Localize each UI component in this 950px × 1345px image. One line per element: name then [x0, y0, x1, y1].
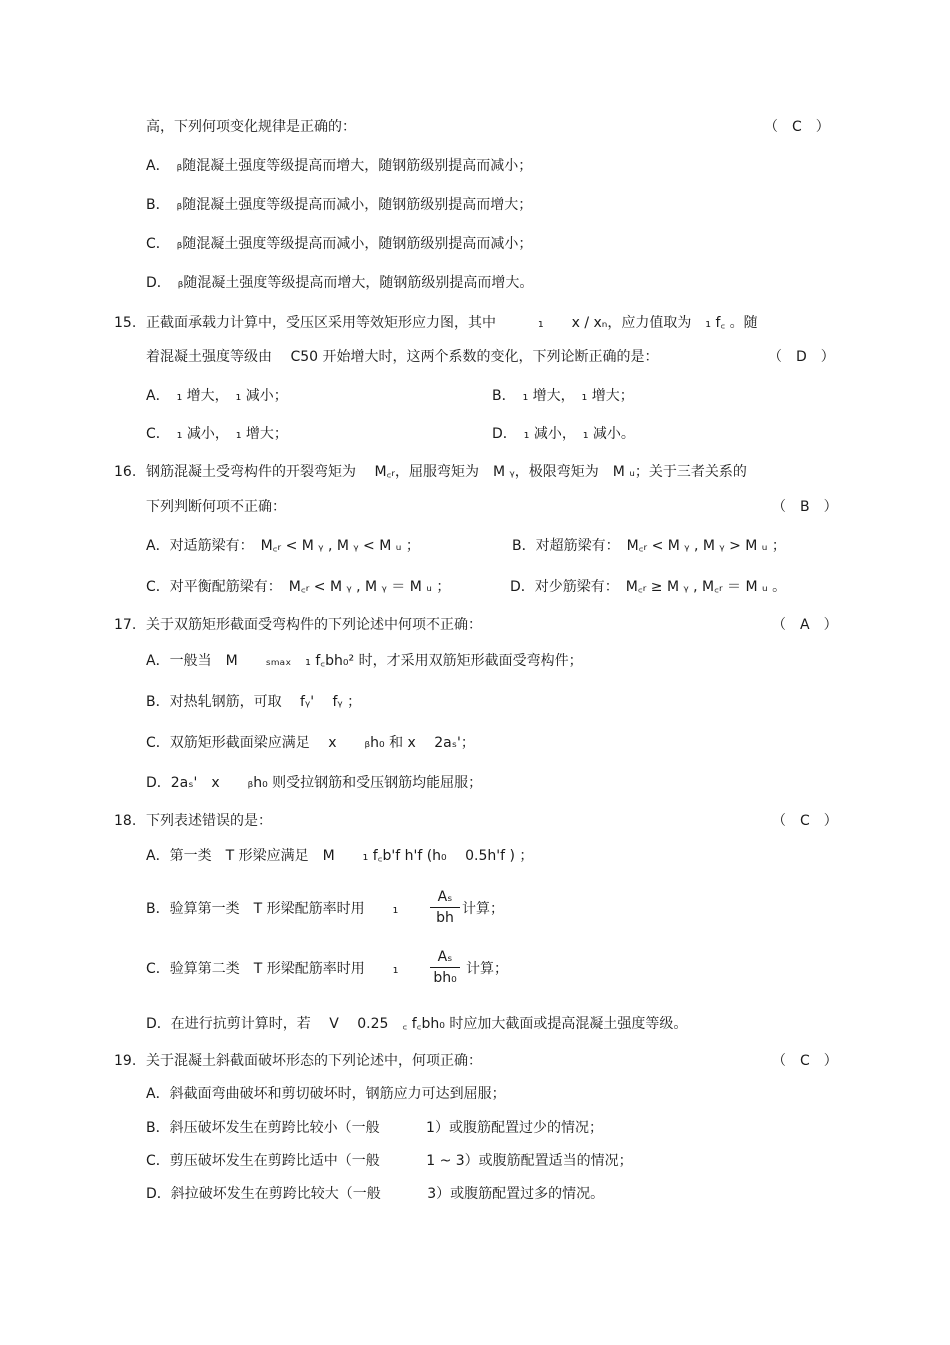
q18-option-c-fraction [430, 949, 460, 986]
q18-option-a: A．第一类 T 形梁应满足 M ₁ f꜀b'f h'f (h₀ 0.5h'f ) ； [146, 848, 534, 864]
q18-answer: （ C ） [772, 813, 838, 829]
q14-option-b: B． ᵦ随混凝土强度等级提高而减小，随钢筋级别提高而增大； [146, 197, 533, 213]
q18-line1: 下列表述错误的是： [146, 813, 272, 829]
q14-answer: （ C ） [764, 119, 830, 135]
q17-line1: 关于双筋矩形截面受弯构件的下列论述中何项不正确： [146, 617, 482, 633]
q17-option-c: C．双筋矩形截面梁应满足 x ᵦh₀ 和 x 2aₛ'； [146, 735, 475, 751]
q16-option-b: B．对超筋梁有： M꜀ᵣ < M ᵧ , M ᵧ > M ᵤ ； [512, 538, 786, 554]
q14-option-d: D． ᵦ随混凝土强度等级提高而增大，随钢筋级别提高而增大。 [146, 275, 534, 291]
q15-option-b: B． ₁ 增大， ₁ 增大； [492, 388, 634, 404]
fraction-bar [430, 907, 460, 908]
q15-option-d: D． ₁ 减小， ₁ 减小。 [492, 426, 635, 442]
q18-option-c-suffix: 计算； [466, 961, 508, 977]
q17-number: 17. [114, 617, 137, 633]
q15-option-a: A． ₁ 增大， ₁ 减小； [146, 388, 288, 404]
q15-number: 15. [114, 315, 137, 331]
q18-option-b-prefix: B．验算第一类 T 形梁配筋率时用 ₁ [146, 901, 399, 917]
q19-option-c: C．剪压破坏发生在剪跨比适中（一般 1 ~ 3）或腹筋配置适当的情况； [146, 1153, 633, 1169]
q16-option-a: A．对适筋梁有： M꜀ᵣ < M ᵧ , M ᵧ < M ᵤ ； [146, 538, 420, 554]
q19-number: 19. [114, 1053, 137, 1069]
q15-answer: （ D ） [768, 349, 835, 365]
q15-option-c: C． ₁ 减小， ₁ 增大； [146, 426, 288, 442]
q18-option-b-suffix: 计算； [462, 901, 504, 917]
q19-option-d: D．斜拉破坏发生在剪跨比较大（一般 3）或腹筋配置过多的情况。 [146, 1186, 605, 1202]
q15-line2: 着混凝土强度等级由 C50 开始增大时，这两个系数的变化，下列论断正确的是： [146, 349, 659, 365]
q19-answer: （ C ） [772, 1053, 838, 1069]
q18-option-b-fraction [430, 889, 460, 926]
q15-line1: 正截面承载力计算中，受压区采用等效矩形应力图，其中 ₁ x / xₙ，应力值取为 ₁ f꜀ 。随 [146, 315, 758, 331]
q19-line1: 关于混凝土斜截面破坏形态的下列论述中，何项正确： [146, 1053, 482, 1069]
q16-option-c: C．对平衡配筋梁有： M꜀ᵣ < M ᵧ , M ᵧ ＝ M ᵤ ； [146, 579, 451, 595]
q16-number: 16. [114, 464, 137, 480]
q19-option-b: B．斜压破坏发生在剪跨比较小（一般 1）或腹筋配置过少的情况； [146, 1120, 603, 1136]
q16-line1: 钢筋混凝土受弯构件的开裂弯矩为 M꜀ᵣ，屈服弯矩为 M ᵧ，极限弯矩为 M ᵤ；关于三者关系的 [146, 464, 747, 480]
q14-option-c: C． ᵦ随混凝土强度等级提高而减小，随钢筋级别提高而减小； [146, 236, 533, 252]
fraction-numerator: Aₛ [437, 949, 453, 965]
q16-answer: （ B ） [772, 499, 838, 515]
q16-option-d: D．对少筋梁有： M꜀ᵣ ≥ M ᵧ , M꜀ᵣ ＝ M ᵤ 。 [510, 579, 787, 595]
q17-answer: （ A ） [772, 617, 838, 633]
fraction-denominator: bh₀ [433, 970, 457, 986]
q17-option-d: D．2aₛ' x ᵦh₀ 则受拉钢筋和受压钢筋均能屈服； [146, 775, 483, 791]
fraction-bar [430, 967, 460, 968]
fraction-denominator: bh [436, 910, 454, 926]
q17-option-a: A．一般当 M ₛₘₐₓ ₁ f꜀bh₀² 时，才采用双筋矩形截面受弯构件； [146, 653, 583, 669]
q18-option-c-prefix: C．验算第二类 T 形梁配筋率时用 ₁ [146, 961, 399, 977]
fraction-numerator: Aₛ [437, 889, 453, 905]
q17-option-b: B．对热轧钢筋，可取 fᵧ' fᵧ ； [146, 694, 362, 710]
q14-stem-tail: 高，下列何项变化规律是正确的： [146, 119, 356, 135]
q19-option-a: A．斜截面弯曲破坏和剪切破坏时，钢筋应力可达到屈服； [146, 1086, 506, 1102]
q18-option-d: D．在进行抗剪计算时，若 V 0.25 ꜀ f꜀bh₀ 时应加大截面或提高混凝土强度等级。 [146, 1016, 688, 1032]
q18-number: 18. [114, 813, 137, 829]
q16-line2: 下列判断何项不正确： [146, 499, 286, 515]
q14-option-a: A． ᵦ随混凝土强度等级提高而增大，随钢筋级别提高而减小； [146, 158, 533, 174]
